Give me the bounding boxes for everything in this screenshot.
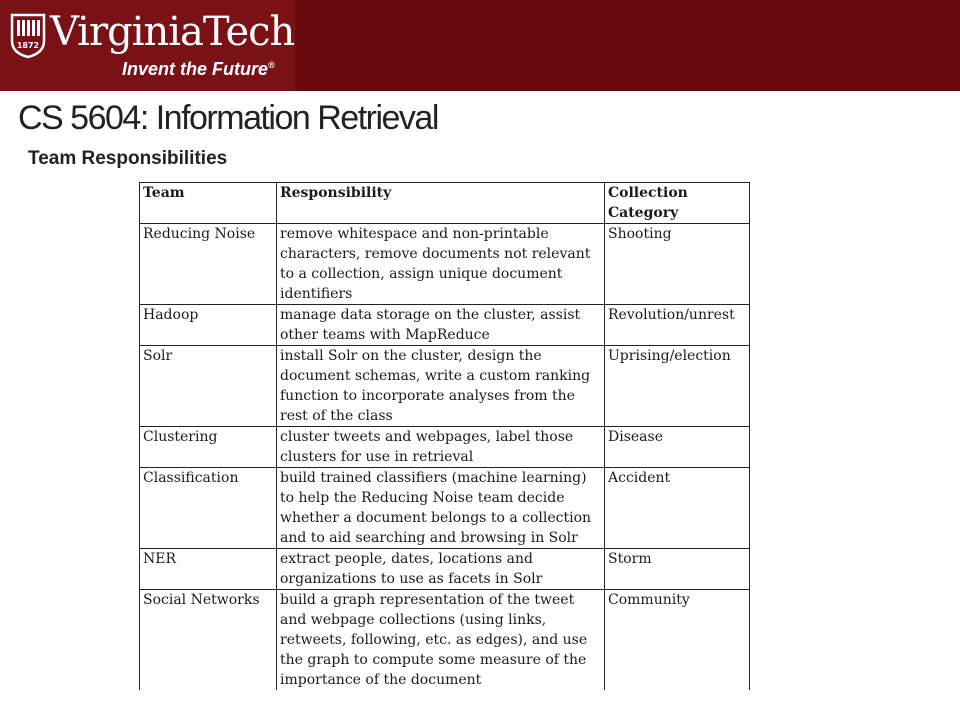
- table-row: [140, 590, 750, 691]
- brand-tagline: [122, 54, 275, 80]
- table-row: [140, 468, 750, 549]
- category-cell: Shooting: [605, 224, 750, 305]
- category-cell: Uprising/election: [605, 346, 750, 427]
- team-cell: NER: [140, 549, 277, 590]
- responsibility-cell: build trained classifiers (machine learning) to help the Reducing Noise team decide whether a document belongs to a collection and to aid searching and browsing in Solr: [277, 468, 605, 549]
- responsibility-cell: extract people, dates, locations and organizations to use as facets in Solr: [277, 549, 605, 590]
- team-cell: Clustering: [140, 427, 277, 468]
- table-row: [140, 427, 750, 468]
- team-cell: Hadoop: [140, 305, 277, 346]
- table-row: [140, 305, 750, 346]
- tagline-text: Invent the Future: [122, 59, 269, 79]
- shield-year: 1872: [16, 41, 40, 50]
- team-cell: Solr: [140, 346, 277, 427]
- team-cell: Reducing Noise: [140, 224, 277, 305]
- responsibility-cell: manage data storage on the cluster, assist other teams with MapReduce: [277, 305, 605, 346]
- column-header-category: Collection Category: [605, 183, 750, 224]
- category-cell: Accident: [605, 468, 750, 549]
- responsibility-cell: cluster tweets and webpages, label those clusters for use in retrieval: [277, 427, 605, 468]
- team-cell: Social Networks: [140, 590, 277, 691]
- header-banner: [0, 0, 960, 91]
- table-row: [140, 346, 750, 427]
- page-title: CS 5604: Information Retrieval: [18, 99, 438, 137]
- responsibility-cell: build a graph representation of the tweet and webpage collections (using links, retweets, following, etc. as edges), and use the graph to compute some measure of the importance of the document: [277, 590, 605, 691]
- responsibilities-table: [139, 182, 750, 690]
- registered-mark: ®: [268, 60, 275, 70]
- column-header-team: Team: [140, 183, 277, 224]
- responsibility-cell: install Solr on the cluster, design the document schemas, write a custom ranking function to incorporate analyses from the rest of the class: [277, 346, 605, 427]
- team-cell: Classification: [140, 468, 277, 549]
- column-header-responsibility: Responsibility: [277, 183, 605, 224]
- brand-wordmark: VirginiaTech: [50, 9, 295, 55]
- category-cell: Community: [605, 590, 750, 691]
- responsibility-cell: remove whitespace and non-printable characters, remove documents not relevant to a collection, assign unique document identifiers: [277, 224, 605, 305]
- section-title: Team Responsibilities: [28, 148, 228, 169]
- shield-icon: [10, 13, 46, 59]
- table-row: [140, 224, 750, 305]
- category-cell: Storm: [605, 549, 750, 590]
- category-cell: Disease: [605, 427, 750, 468]
- table-row: [140, 549, 750, 590]
- category-cell: Revolution/unrest: [605, 305, 750, 346]
- table-header-row: [140, 183, 750, 224]
- virginia-tech-logo[interactable]: [0, 0, 295, 91]
